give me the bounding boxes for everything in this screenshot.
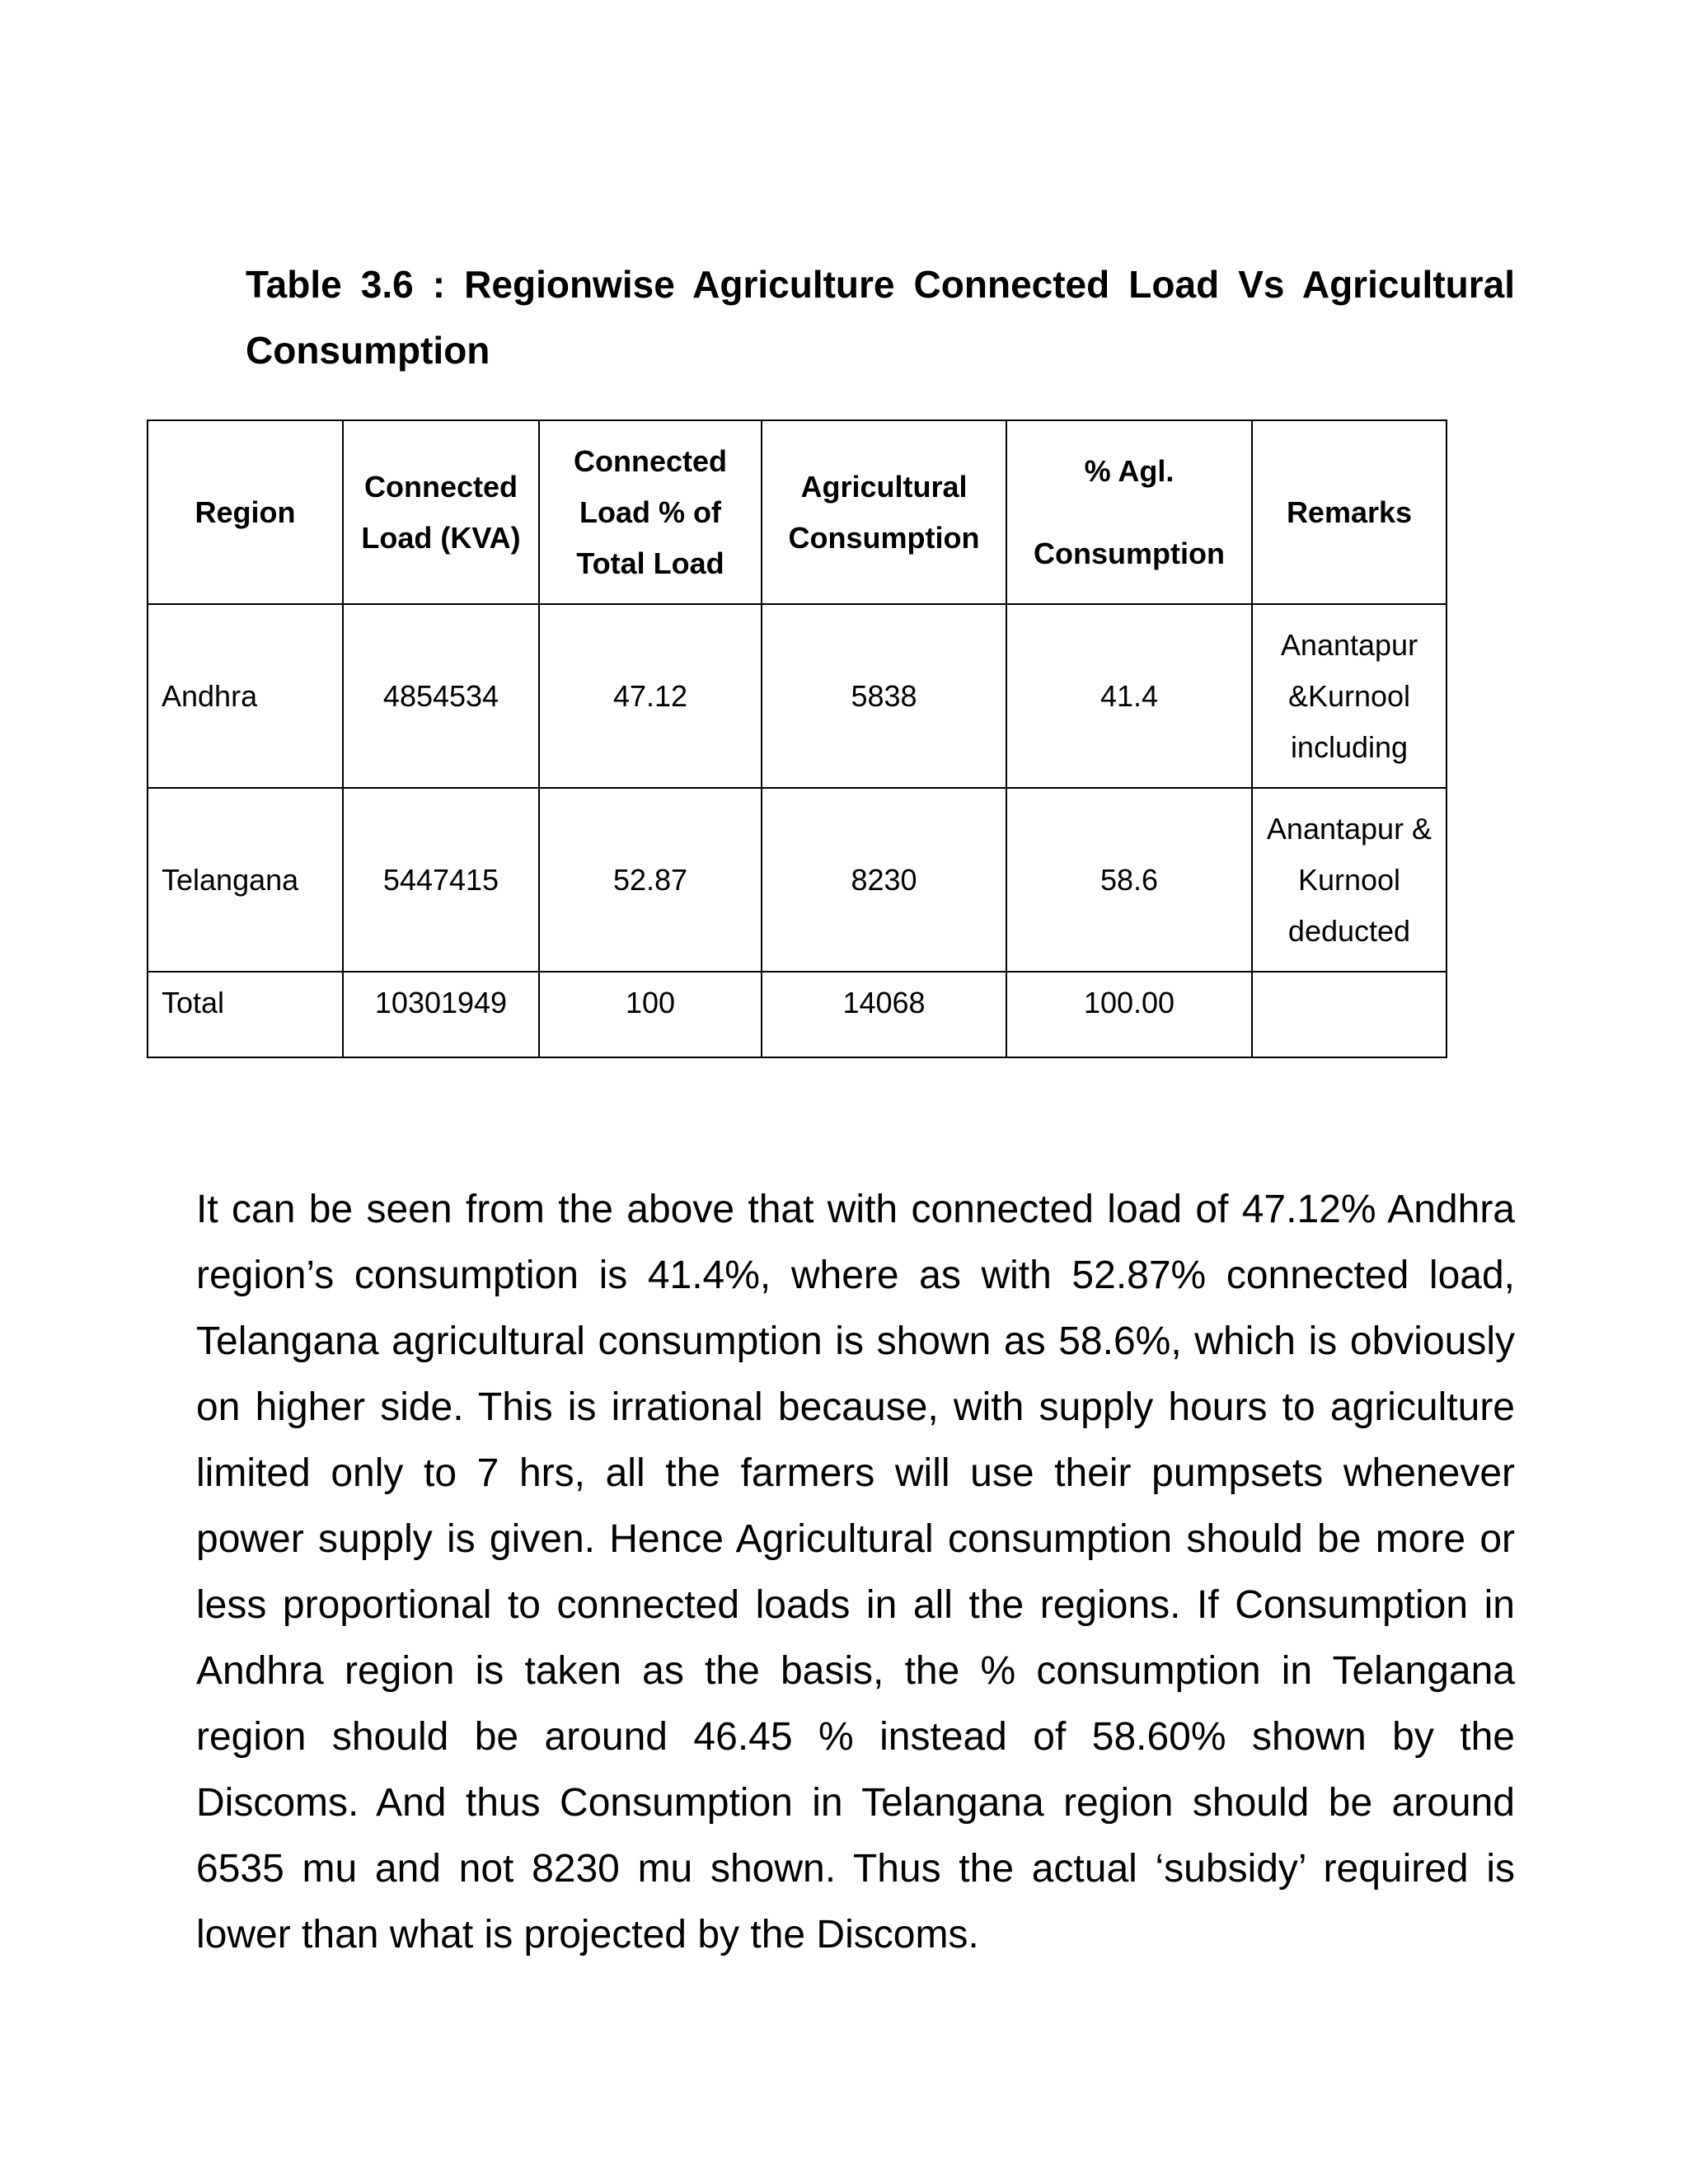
table-row-andhra bbox=[148, 604, 1447, 788]
cell-percent-agl-consumption: 41.4 bbox=[1006, 604, 1252, 788]
cell-region: Telangana bbox=[148, 788, 343, 972]
body-paragraph: It can be seen from the above that with connected load of 47.12% Andhra region’s consumption is 41.4%, where as with 52.87% connected load, Telangana agricultural consumption is shown as 58.6%, which is obviously on higher side. This is irrational because, with supply hours to agriculture limited only to 7 hrs, all the farmers will use their pumpsets whenever power supply is given. Hence Agricultural consumption should be more or less proportional to connected loads in all the regions. If Consumption in Andhra region is taken as the basis, the % consumption in Telangana region should be around 46.45 % instead of 58.60% shown by the Discoms. And thus Consumption in Telangana region should be around 6535 mu and not 8230 mu shown. Thus the actual ‘subsidy’ required is lower than what is projected by the Discoms. bbox=[196, 1188, 1515, 1957]
table-caption-line-1: Table 3.6 : Regionwise Agriculture Connected Load Vs Agricultural bbox=[246, 263, 1515, 306]
cell-remarks: Anantapur & Kurnool deducted bbox=[1252, 788, 1447, 972]
table-row-telangana bbox=[148, 788, 1447, 972]
cell-load-percent: 52.87 bbox=[539, 788, 762, 972]
load-consumption-table bbox=[147, 419, 1447, 1058]
table-header-row bbox=[148, 420, 1447, 604]
table-caption bbox=[246, 251, 1515, 383]
cell-connected-load: 4854534 bbox=[343, 604, 539, 788]
cell-agricultural-consumption: 8230 bbox=[762, 788, 1006, 972]
header-load-percent: Connected Load % of Total Load bbox=[539, 420, 762, 604]
cell-percent-agl-consumption: 58.6 bbox=[1006, 788, 1252, 972]
cell-region: Total bbox=[148, 972, 343, 1057]
header-percent-agl-consumption: % Agl. Consumption bbox=[1006, 420, 1252, 604]
cell-load-percent: 100 bbox=[539, 972, 762, 1057]
cell-agricultural-consumption: 14068 bbox=[762, 972, 1006, 1057]
table-caption-line-2: Consumption bbox=[246, 329, 490, 372]
cell-connected-load: 10301949 bbox=[343, 972, 539, 1057]
cell-connected-load: 5447415 bbox=[343, 788, 539, 972]
cell-agricultural-consumption: 5838 bbox=[762, 604, 1006, 788]
cell-remarks: Anantapur &Kurnool including bbox=[1252, 604, 1447, 788]
table-row-total bbox=[148, 972, 1447, 1057]
header-region: Region bbox=[148, 420, 343, 604]
cell-remarks bbox=[1252, 972, 1447, 1057]
header-remarks: Remarks bbox=[1252, 420, 1447, 604]
header-agricultural-consumption: Agricultural Consumption bbox=[762, 420, 1006, 604]
cell-percent-agl-consumption: 100.00 bbox=[1006, 972, 1252, 1057]
cell-load-percent: 47.12 bbox=[539, 604, 762, 788]
cell-region: Andhra bbox=[148, 604, 343, 788]
header-connected-load: Connected Load (KVA) bbox=[343, 420, 539, 604]
